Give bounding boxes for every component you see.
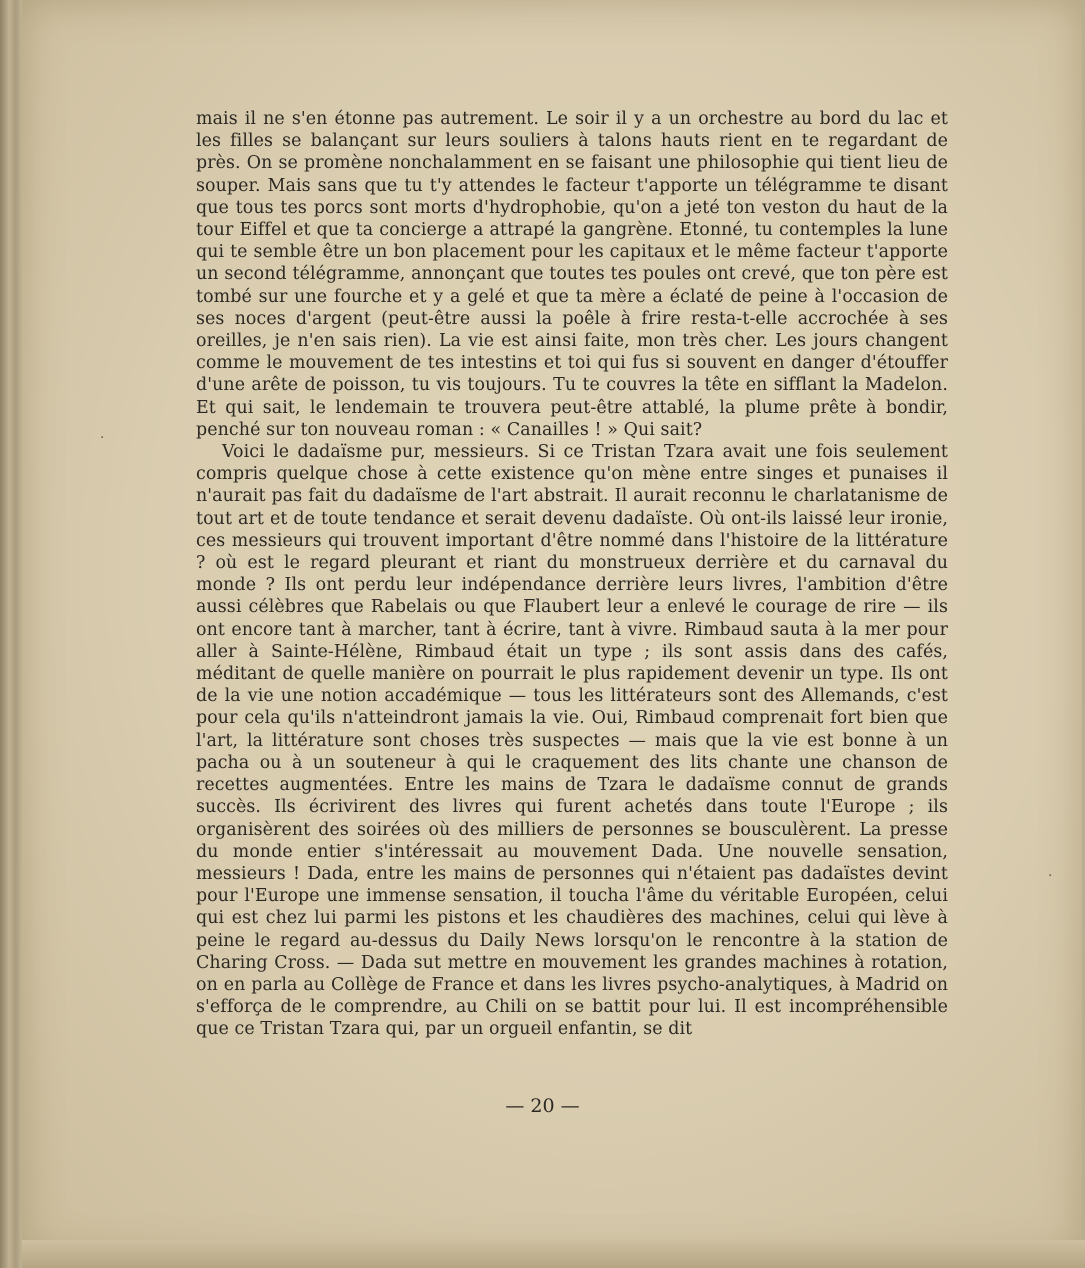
page-number: — 20 — (505, 1095, 580, 1117)
stain-mark-icon: · (100, 430, 105, 446)
stain-mark-icon: · (1048, 868, 1053, 884)
body-text (196, 108, 948, 1041)
page-bottom-edge (22, 1240, 1085, 1268)
paragraph-1: mais il ne s'en étonne pas autrement. Le soir il y a un orchestre au bord du lac et les filles se balançant sur leurs souliers à talons hauts rient en te regardant de près. On se promène nonchalamment en se faisant une philosophie qui tient lieu de souper. Mais sans que tu t'y attendes le facteur t'apporte un télégramme te disant que tous tes porcs sont morts d'hydrophobie, qu'on a jeté ton veston du haut de la tour Eiffel et que ta concierge a attrapé la gangrène. Etonné, tu contemples la lune qui te semble être un bon placement pour les capitaux et le même facteur t'apporte un second télégramme, annonçant que toutes tes poules ont crevé, que ton père est tombé sur une fourche et y a gelé et que ta mère a éclaté de peine à l'occasion de ses noces d'argent (peut-être aussi la poêle à frire resta-t-elle accrochée à ses oreilles, je n'en sais rien). La vie est ainsi faite, mon très cher. Les jours changent comme le mouvement de tes intestins et toi qui fus si souvent en danger d'étouffer d'une arête de poisson, tu vis toujours. Tu te couvres la tête en sifflant la Madelon. Et qui sait, le lendemain te trouvera peut-être attablé, la plume prête à bondir, penché sur ton nouveau roman : « Canailles ! » Qui sait? (196, 109, 948, 440)
paragraph-2: Voici le dadaïsme pur, messieurs. Si ce Tristan Tzara avait une fois seulement compris quelque chose à cette existence qu'on mène entre singes et punaises il n'aurait pas fait du dadaïsme de l'art abstrait. Il aurait reconnu le charlatanisme de tout art et de toute tendance et serait devenu dadaïste. Où ont-ils laissé leur ironie, ces messieurs qui trouvent important d'être nommé dans l'histoire de la littérature ? où est le regard pleurant et riant du monstrueux derrière et du carnaval du monde ? Ils ont perdu leur indépendance derrière leurs livres, l'ambition d'être aussi célèbres que Rabelais ou que Flaubert leur a enlevé le courage de rire — ils ont encore tant à marcher, tant à écrire, tant à vivre. Rimbaud sauta à la mer pour aller à Sainte-Hélène, Rimbaud était un type ; ils sont assis dans des cafés, méditant de quelle manière on pourrait le plus rapidement devenir un type. Ils ont de la vie une notion accadémique — tous les littérateurs sont des Allemands, c'est pour cela qu'ils n'atteindront jamais la vie. Oui, Rimbaud comprenait fort bien que l'art, la littérature sont choses très suspectes — mais que la vie est bonne à un pacha ou à un souteneur à qui le craquement des lits chante une chanson de recettes augmentées. Entre les mains de Tzara le dadaïsme connut de grands succès. Ils écrivirent des livres qui furent achetés dans toute l'Europe ; ils organisèrent des soirées où des milliers de personnes se bousculèrent. La presse du monde entier s'intéressait au mouvement Dada. Une nouvelle sensation, messieurs ! Dada, entre les mains de personnes qui n'étaient pas dadaïstes devint pour l'Europe une immense sensation, il toucha l'âme du véritable Européen, celui qui est chez lui parmi les pistons et les chaudières des machines, celui qui lève à peine le regard au-dessus du Daily News lorsqu'on le rencontre à la station de Charing Cross. — Dada sut mettre en mouvement les grandes machines à rotation, on en parla au Collège de France et dans les livres psycho-analytiques, à Madrid on s'efforça de le comprendre, au Chili on se battit pour lui. Il est incompréhensible que ce Tristan Tzara qui, par un orgueil enfantin, se dit (196, 442, 948, 1040)
